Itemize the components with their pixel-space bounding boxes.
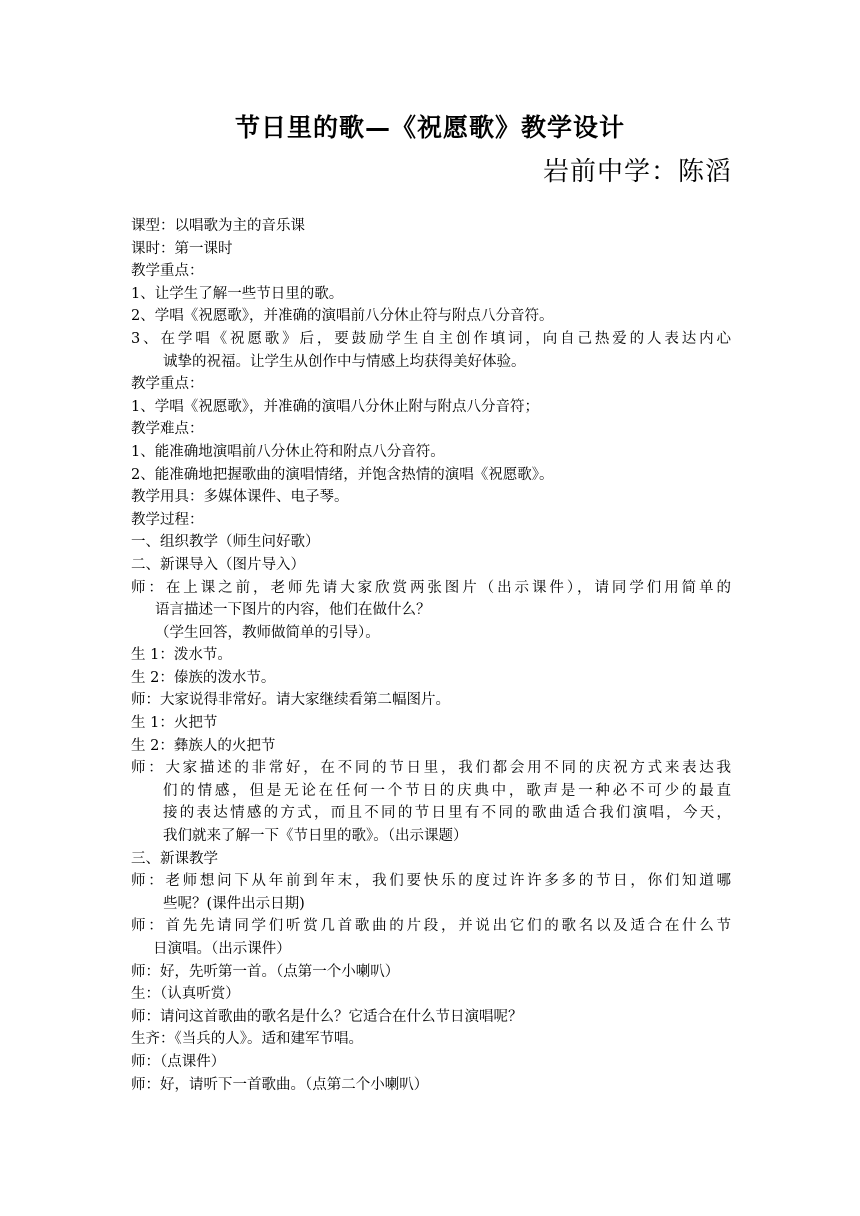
text-line: 生：（认真听赏） xyxy=(131,986,240,1003)
text-line: 3、在学唱《祝愿歌》后，要鼓励学生自主创作填词，向自己热爱的人表达内心 xyxy=(131,330,731,347)
text-line: 教学重点： xyxy=(131,263,204,280)
text-line: 2、能准确地把握歌曲的演唱情绪，并饱含热情的演唱《祝愿歌》。 xyxy=(131,466,554,483)
text-line: 二、新课导入（图片导入） xyxy=(131,556,305,573)
text-line: 1、让学生了解一些节日里的歌。 xyxy=(131,285,344,302)
text-line: 师：（点课件） xyxy=(131,1053,226,1070)
text-line: 1、学唱《祝愿歌》，并准确的演唱八分休止附与附点八分音符； xyxy=(131,398,539,415)
text-line: 2、学唱《祝愿歌》，并准确的演唱前八分休止符与附点八分音符。 xyxy=(131,308,554,325)
author-line: 岩前中学：陈滔 xyxy=(542,157,732,187)
text-line: 些呢？(课件出示日期) xyxy=(163,895,305,912)
text-line: 生齐：《当兵的人》。适和建军节唱。 xyxy=(131,1031,363,1048)
text-line: 我们就来了解一下《节日里的歌》。（出示课题） xyxy=(163,828,468,845)
text-line: 师：在上课之前，老师先请大家欣赏两张图片（出示课件），请同学们用简单的 xyxy=(131,579,731,596)
text-line: 生 1：泼水节。 xyxy=(131,647,232,664)
text-line: 师：好，先听第一首。（点第一个小喇叭） xyxy=(131,963,400,980)
text-line: 1、能准确地演唱前八分休止符和附点八分音符。 xyxy=(131,443,445,460)
text-line: 教学过程： xyxy=(131,511,204,528)
text-line: 师：大家说得非常好。请大家继续看第二幅图片。 xyxy=(131,692,450,709)
text-line: 师：大家描述的非常好，在不同的节日里，我们都会用不同的庆祝方式来表达我 xyxy=(131,760,731,777)
text-line: 师：好，请听下一首歌曲。（点第二个小喇叭） xyxy=(131,1076,429,1093)
text-line: 课型：以唱歌为主的音乐课 xyxy=(131,218,305,234)
document-title: 节日里的歌—《祝愿歌》教学设计 xyxy=(234,113,625,142)
text-line: 生 2：彝族人的火把节 xyxy=(131,737,276,754)
text-line: 师：请问这首歌曲的歌名是什么？它适合在什么节日演唱呢？ xyxy=(131,1008,523,1025)
text-line: 教学用具：多媒体课件、电子琴。 xyxy=(131,489,349,506)
text-line: 三、新课教学 xyxy=(131,850,218,867)
text-line: 日演唱。（出示课件） xyxy=(153,941,291,957)
text-line: 一、组织教学（师生问好歌） xyxy=(131,534,320,551)
text-line: 课时：第一课时 xyxy=(131,240,233,257)
text-line: 教学重点： xyxy=(131,376,204,393)
text-line: 生 2：傣族的泼水节。 xyxy=(131,669,276,686)
text-line: 诚挚的祝福。让学生从创作中与情感上均获得美好体验。 xyxy=(163,353,526,370)
text-line: 师：老师想问下从年前到年末，我们要快乐的度过许许多多的节日，你们知道哪 xyxy=(131,873,731,890)
text-line: 们的情感，但是无论在任何一个节日的庆典中，歌声是一种必不可少的最直 xyxy=(163,782,731,799)
text-line: 生 1：火把节 xyxy=(131,715,218,732)
text-line: 师：首先先请同学们听赏几首歌曲的片段，并说出它们的歌名以及适合在什么节 xyxy=(131,918,731,935)
text-line: 接的表达情感的方式，而且不同的节日里有不同的歌曲适合我们演唱，今天， xyxy=(163,805,731,822)
text-line: 教学难点： xyxy=(131,421,204,438)
text-line: 语言描述一下图片的内容，他们在做什么？ xyxy=(155,602,431,619)
document-body xyxy=(131,215,731,1096)
text-line: （学生回答，教师做简单的引导）。 xyxy=(155,624,380,641)
